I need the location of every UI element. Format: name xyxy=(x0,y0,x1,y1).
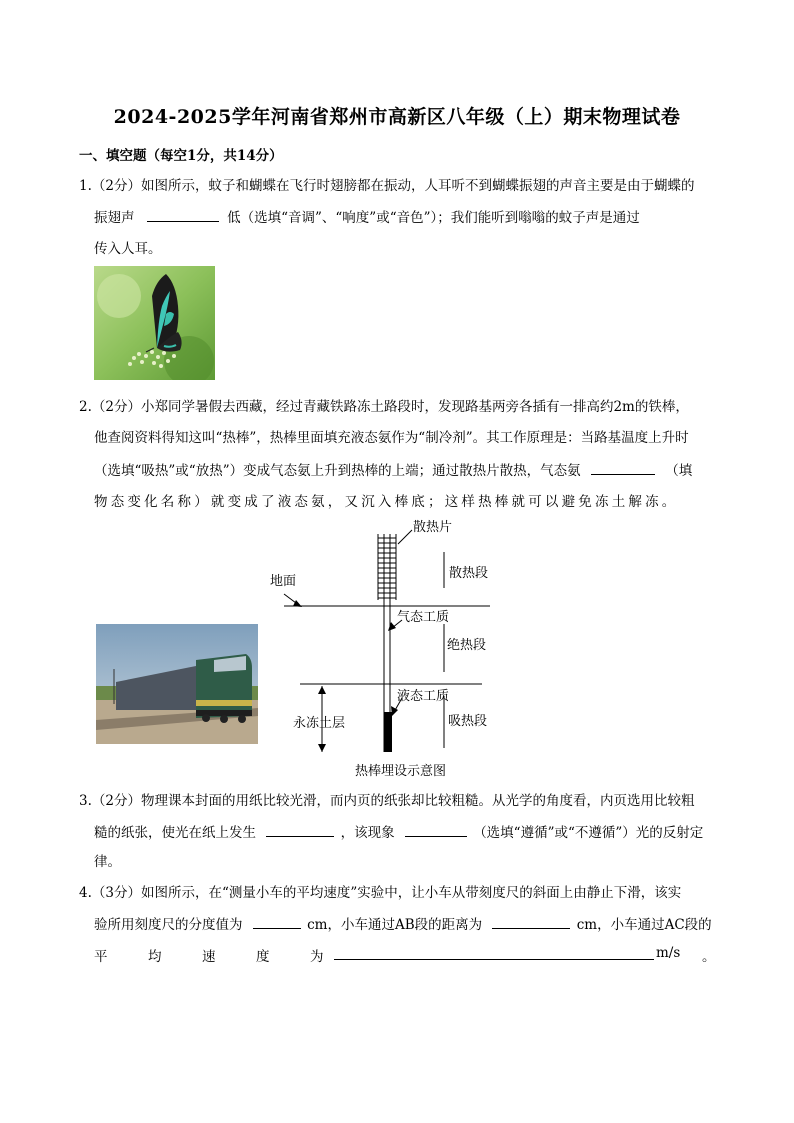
q2-text-b: （填 xyxy=(665,463,693,479)
q4-blank-3[interactable] xyxy=(334,947,654,960)
q1-text-a: 振翅声 xyxy=(94,210,135,226)
q3-text-a: 糙的纸张，使光在纸上发生 xyxy=(94,825,256,841)
q1-line2 xyxy=(94,206,640,226)
q2-line1: 2.（2分）小郑同学暑假去西藏，经过青藏铁路冻土路段时，发现路基两旁各插有一排高约2m的铁棒， xyxy=(79,399,689,415)
q4-word-4: 度 xyxy=(256,949,270,965)
diagram-caption: 热棒埋设示意图 xyxy=(355,764,447,779)
butterfly-image xyxy=(94,266,215,380)
q3-line2 xyxy=(94,821,703,841)
q3-text-b: ，该现象 xyxy=(340,825,395,841)
q2-line2: 他查阅资料得知这叫“热棒”，热棒里面填充液态氨作为“制冷剂”。其工作原理是：当路基温度上升时 xyxy=(94,430,689,446)
heat-release-section-label: 散热段 xyxy=(449,566,489,581)
page-title: 2024-2025学年河南省郑州市高新区八年级（上）期末物理试卷 xyxy=(113,106,681,128)
q2-line4: 物态变化名称）就变成了液态氨，又沉入棒底；这样热棒就可以避免冻土解冻。 xyxy=(94,494,679,510)
q1-blank-1[interactable] xyxy=(147,209,219,222)
ground-label: 地面 xyxy=(270,574,297,589)
section-heading: 一、填空题（每空1分，共14分） xyxy=(79,148,283,164)
q4-text-c: cm，小车通过AC段的 xyxy=(576,917,712,933)
q4-blank-2[interactable] xyxy=(492,916,570,929)
heat-absorb-section-label: 吸热段 xyxy=(448,714,488,729)
insulation-section-label: 绝热段 xyxy=(447,638,487,653)
q3-text-c: （选填“遵循”或“不遵循”）光的反射定 xyxy=(473,825,704,841)
q4-word-3: 速 xyxy=(202,949,216,965)
liquid-label: 液态工质 xyxy=(397,689,450,704)
train-image xyxy=(96,624,258,744)
q4-word-2: 均 xyxy=(148,949,162,965)
q1-line1: 1.（2分）如图所示，蚊子和蝴蝶在飞行时翅膀都在振动，人耳听不到蝴蝶振翅的声音主要是由于蝴蝶的 xyxy=(79,178,695,194)
q4-unit: m/s xyxy=(656,945,681,961)
q4-period: 。 xyxy=(702,949,716,965)
q2-text-a: （选填“吸热”或“放热”）变成气态氨上升到热棒的上端；通过散热片散热，气态氨 xyxy=(94,463,581,479)
q3-blank-1[interactable] xyxy=(266,824,334,837)
q1-line3: 传入人耳。 xyxy=(94,241,162,257)
q4-text-a: 验所用刻度尺的分度值为 xyxy=(94,917,243,933)
q3-line3: 律。 xyxy=(94,854,121,870)
q4-line2 xyxy=(94,913,712,933)
q3-line1: 3.（2分）物理课本封面的用纸比较光滑，而内页的纸张却比较粗糙。从光学的角度看，内页选用比较粗 xyxy=(79,793,695,809)
q2-line3 xyxy=(94,459,692,479)
q3-blank-2[interactable] xyxy=(405,824,467,837)
q1-text-b: 低（选填“音调”、“响度”或“音色”）；我们能听到嗡嗡的蚊子声是通过 xyxy=(227,210,640,226)
permafrost-label: 永冻土层 xyxy=(293,716,346,731)
q4-blank-1[interactable] xyxy=(253,916,301,929)
q4-line1: 4.（3分）如图所示，在“测量小车的平均速度”实验中，让小车从带刻度尺的斜面上由静止下滑，该实 xyxy=(79,885,682,901)
q4-word-5: 为 xyxy=(310,949,324,965)
q2-blank-2[interactable] xyxy=(591,462,655,475)
gas-label: 气态工质 xyxy=(397,610,450,625)
fin-label: 散热片 xyxy=(413,520,453,535)
q4-text-b: cm，小车通过AB段的距离为 xyxy=(307,917,483,933)
q4-word-1: 平 xyxy=(94,949,108,965)
